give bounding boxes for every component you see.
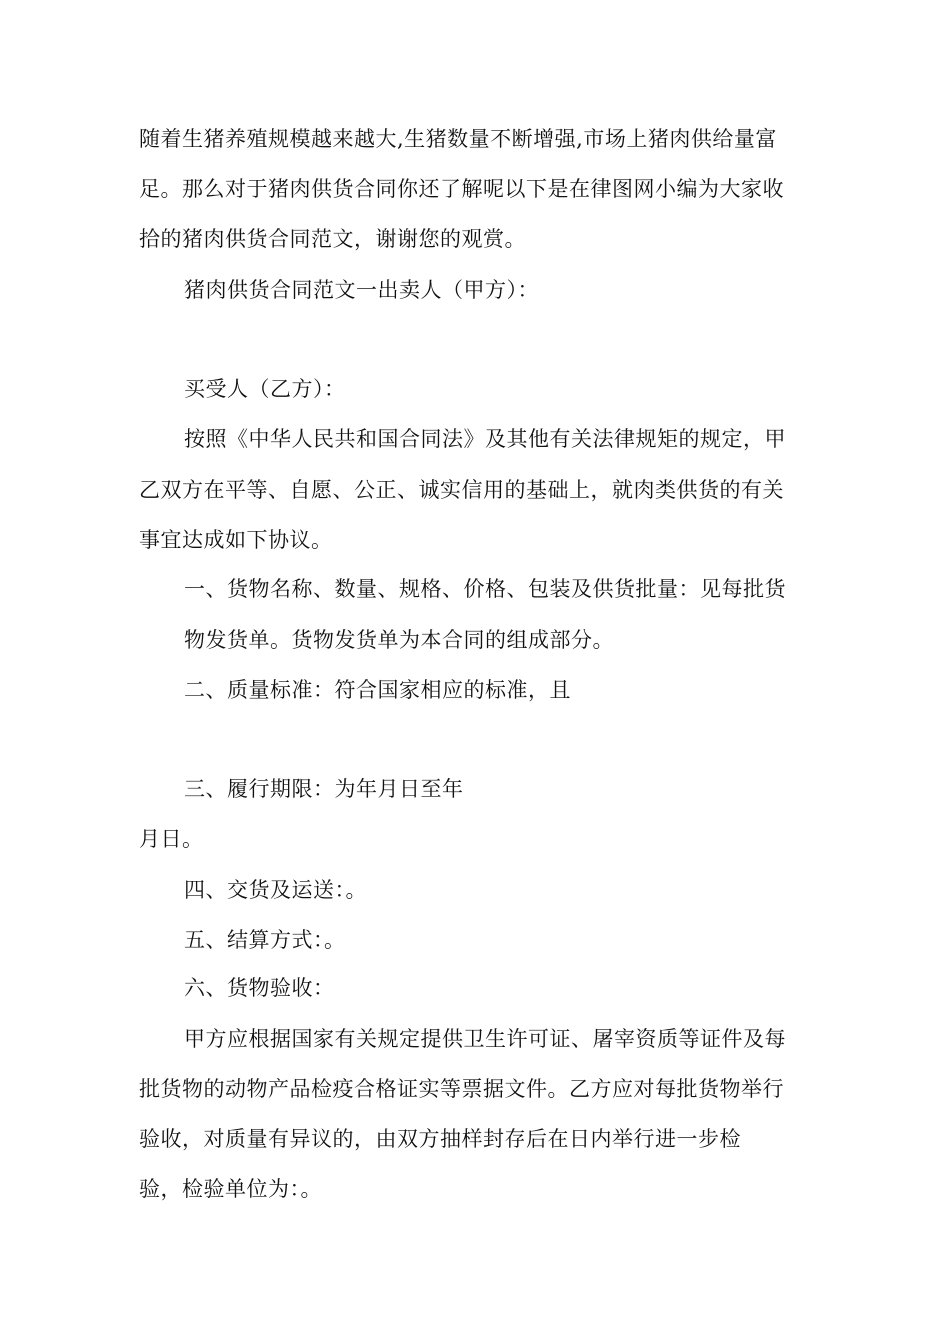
clause-four-line: 四、交货及运送：。	[184, 878, 367, 902]
clause-three-line-2: 月日。	[139, 827, 204, 851]
clause-two-line: 二、质量标准：符合国家相应的标准，且	[184, 678, 571, 702]
clause-three-line-1: 三、履行期限：为年月日至年	[184, 777, 464, 801]
paragraph-line-legal-3: 事宜达成如下协议。	[139, 528, 333, 552]
paragraph-line-legal-1: 按照《中华人民共和国合同法》及其他有关法律规矩的规定，甲	[184, 427, 786, 451]
inspection-line-4: 验，检验单位为：。	[139, 1177, 322, 1201]
buyer-line: 买受人（乙方）：	[184, 377, 346, 401]
inspection-line-1: 甲方应根据国家有关规定提供卫生许可证、屠宰资质等证件及每	[184, 1027, 786, 1051]
clause-one-line-2: 物发货单。货物发货单为本合同的组成部分。	[184, 628, 614, 652]
inspection-line-3: 验收，对质量有异议的，由双方抽样封存后在日内举行进一步检	[139, 1127, 741, 1151]
clause-one-line-1: 一、货物名称、数量、规格、价格、包装及供货批量：见每批货	[184, 577, 786, 601]
paragraph-line-legal-2: 乙双方在平等、自愿、公正、诚实信用的基础上，就肉类供货的有关	[139, 478, 784, 502]
paragraph-line-intro-1: 随着生猪养殖规模越来越大,生猪数量不断增强,市场上猪肉供给量富	[139, 127, 777, 151]
clause-six-line: 六、货物验收：	[184, 976, 335, 1000]
paragraph-line-intro-2: 足。那么对于猪肉供货合同你还了解呢以下是在律图网小编为大家收	[139, 177, 784, 201]
seller-line: 猪肉供货合同范文一出卖人（甲方）：	[184, 278, 539, 302]
clause-five-line: 五、结算方式：。	[184, 928, 346, 952]
inspection-line-2: 批货物的动物产品检疫合格证实等票据文件。乙方应对每批货物举行	[139, 1077, 784, 1101]
paragraph-line-intro-3: 拾的猪肉供货合同范文，谢谢您的观赏。	[139, 227, 526, 251]
